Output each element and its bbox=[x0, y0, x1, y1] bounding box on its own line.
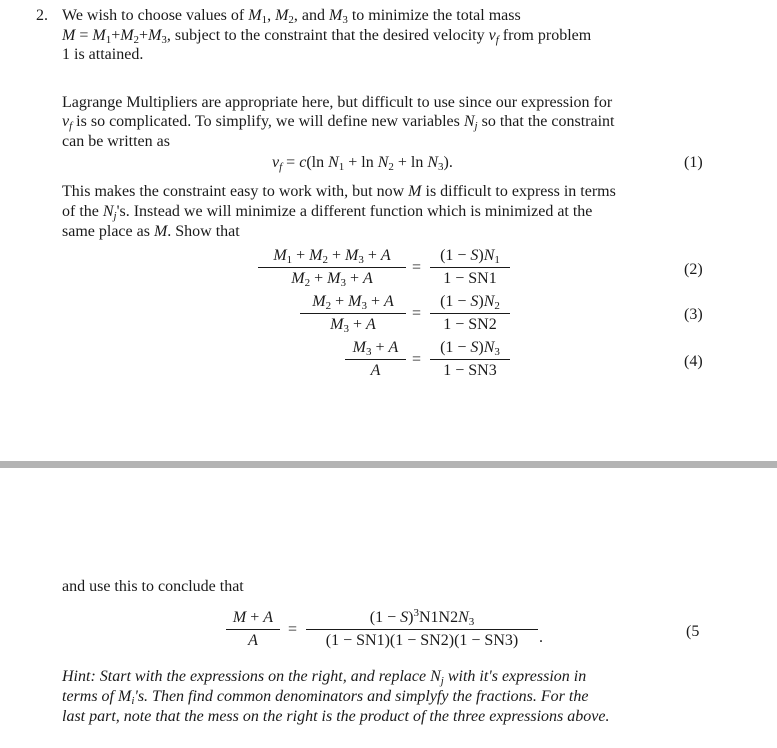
eq3-rhs-numerator: $(1 - S)N_2$ bbox=[440, 293, 500, 312]
eq3-rhs-denominator: 1 − SN2 bbox=[443, 316, 497, 333]
lagrange-line-1: Lagrange Multipliers are appropriate here, but difficult to use since our expression for bbox=[62, 94, 613, 111]
hint-line-2: terms of $M_i's$. Then find common denominators and simplyfy the fractions. For the bbox=[62, 688, 589, 707]
equation-2-rhs bbox=[430, 246, 510, 289]
eq5-equals: = bbox=[288, 621, 298, 638]
eq5-rhs-numerator: $(1 - S)^3N1N2N_3$ bbox=[369, 607, 475, 628]
page-divider bbox=[0, 461, 777, 468]
equation-4-number: (4) bbox=[684, 353, 703, 370]
eq2-rhs-numerator: $(1 - S)N_1$ bbox=[440, 247, 500, 266]
equation-2-number: (2) bbox=[684, 261, 703, 278]
equation-3-number: (3) bbox=[684, 306, 703, 323]
problem-intro bbox=[62, 6, 521, 26]
eq2-lhs-denominator: $M_2 + M_3 + A$ bbox=[291, 270, 373, 289]
eq4-equals: = bbox=[412, 351, 422, 368]
eq5-rhs-denominator: (1 − SN1)(1 − SN2)(1 − SN3) bbox=[325, 632, 519, 649]
equation-3-rhs bbox=[430, 292, 510, 335]
equation-5-rhs bbox=[306, 608, 538, 651]
eq3-lhs-numerator: $M_2 + M_3 + A$ bbox=[312, 293, 394, 312]
eq2-lhs-numerator: $M_1 + M_2 + M_3 + A$ bbox=[273, 247, 391, 266]
eq4-lhs-denominator: A bbox=[370, 362, 381, 379]
equation-2-lhs bbox=[258, 246, 406, 289]
hint-line-1: Hint: Start with the expressions on the right, and replace $N_j$ with it's expression in bbox=[62, 668, 587, 687]
constraint-line-1: This makes the constraint easy to work with, but now M is difficult to express in terms bbox=[62, 183, 616, 200]
constraint-line-3: same place as M. Show that bbox=[62, 223, 240, 240]
eq2-rhs-denominator: 1 − SN1 bbox=[443, 270, 497, 287]
eq4-rhs-numerator: $(1 - S)N_3$ bbox=[440, 339, 500, 358]
equation-1-number: (1) bbox=[684, 154, 703, 171]
intro-line-3: 1 is attained. bbox=[62, 46, 144, 63]
equation-5-lhs bbox=[226, 608, 280, 651]
constraint-line-2: of the $N_j's$. Instead we will minimize a different function which is minimized at the bbox=[62, 203, 593, 222]
intro-line-1: We wish to choose values of $M_1$, $M_2$, and $M_3$ to minimize the total mass bbox=[62, 7, 521, 26]
problem-number: 2. bbox=[36, 7, 48, 24]
equation-4-lhs bbox=[345, 338, 406, 381]
eq4-lhs-numerator: $M_3 + A$ bbox=[352, 339, 399, 358]
eq5-lhs-denominator: A bbox=[248, 632, 258, 649]
eq5-period: . bbox=[539, 629, 543, 646]
hint-line-3: last part, note that the mess on the right is the product of the three expressions above. bbox=[62, 708, 610, 725]
eq4-rhs-denominator: 1 − SN3 bbox=[443, 362, 497, 379]
lagrange-line-2: $v_f$ is so complicated. To simplify, we will define new variables $N_j$ so that the constraint bbox=[62, 113, 615, 132]
equation-1: $v_f = c(\ln$ $N_1 + \ln N_2 + \ln N_3$). bbox=[272, 154, 453, 173]
intro-line-2: $M = M_1+M_2+M_3$, subject to the constraint that the desired velocity $v_f$ from problem bbox=[62, 27, 592, 46]
equation-3-lhs bbox=[300, 292, 406, 335]
eq5-lhs-numerator: M + A bbox=[232, 609, 274, 626]
equation-4-rhs bbox=[430, 338, 510, 381]
eq3-equals: = bbox=[412, 305, 422, 322]
conclude-text: and use this to conclude that bbox=[62, 578, 244, 595]
lagrange-line-3: can be written as bbox=[62, 133, 170, 150]
eq2-equals: = bbox=[412, 259, 422, 276]
eq3-lhs-denominator: $M_3 + A$ bbox=[330, 316, 376, 335]
equation-5-number: (5 bbox=[686, 623, 700, 640]
